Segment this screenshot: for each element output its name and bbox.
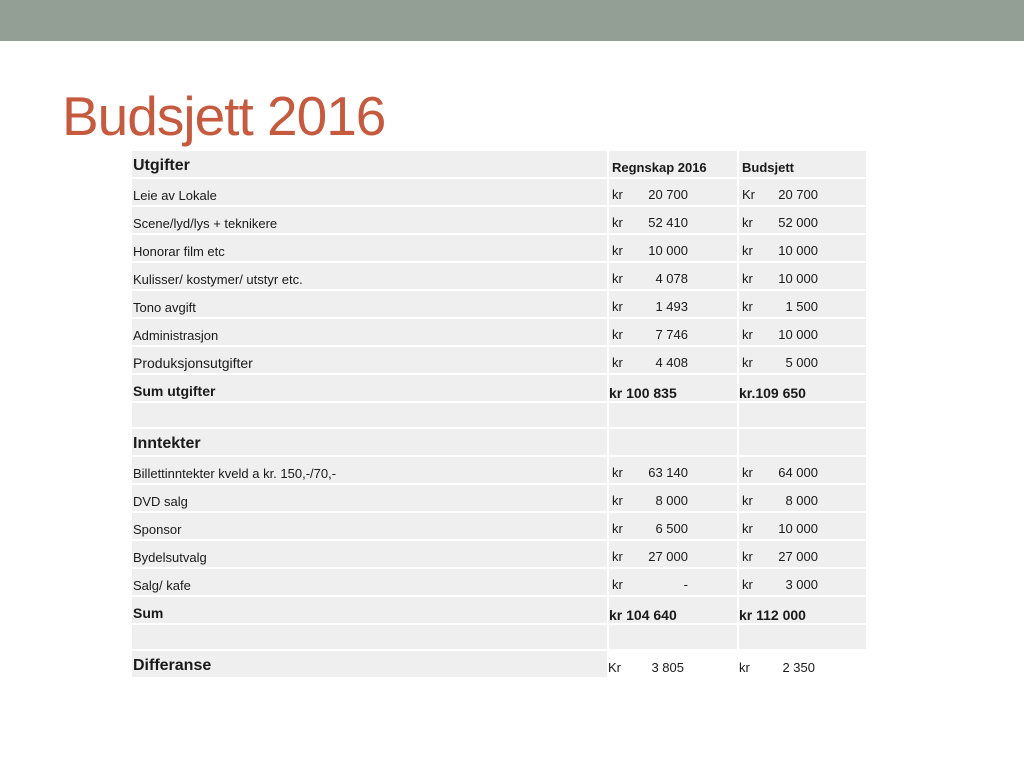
- currency-label: kr: [612, 299, 623, 314]
- amount-value: 6 500: [655, 521, 688, 536]
- amount-value: 3 805: [651, 660, 684, 675]
- sum-label: [132, 596, 608, 624]
- amount-value: 2 350: [782, 660, 815, 675]
- empty-cell: [608, 402, 738, 428]
- sum-value-budget: [738, 374, 867, 402]
- currency-label: kr: [612, 243, 623, 258]
- empty-cell: [132, 624, 608, 650]
- currency-label: kr: [742, 271, 753, 286]
- sum-label-text: Sum utgifter: [133, 383, 216, 399]
- currency-label: kr: [612, 215, 623, 230]
- amount-cell: [608, 650, 738, 678]
- currency-label: kr: [612, 355, 623, 370]
- currency-label: kr: [742, 327, 753, 342]
- currency-label: kr: [742, 521, 753, 536]
- amount-value: 1 493: [655, 299, 688, 314]
- amount-cell: [738, 178, 867, 206]
- row-label-text: Administrasjon: [133, 328, 219, 343]
- row-label-text: DVD salg: [133, 494, 188, 509]
- amount-cell: [608, 568, 738, 596]
- amount-cell: [738, 206, 867, 234]
- amount-value: 1 500: [785, 299, 818, 314]
- amount-cell: [608, 512, 738, 540]
- currency-label: kr: [612, 327, 623, 342]
- row-label-text: Leie av Lokale: [133, 188, 217, 203]
- amount-value: 10 000: [778, 327, 818, 342]
- currency-label: kr: [612, 187, 623, 202]
- amount-cell: [608, 262, 738, 290]
- currency-label: kr: [739, 660, 750, 675]
- amount-cell: [608, 234, 738, 262]
- row-label: [132, 568, 608, 596]
- currency-label: kr: [742, 215, 753, 230]
- currency-label: kr: [742, 243, 753, 258]
- top-bar: [0, 0, 1024, 41]
- empty-cell: [738, 624, 867, 650]
- table-row: [132, 178, 867, 206]
- sum-expenses-row: [132, 374, 867, 402]
- empty-cell: [132, 402, 608, 428]
- row-label-text: Scene/lyd/lys + teknikere: [133, 216, 278, 231]
- sum-value: kr 100 835: [609, 385, 677, 401]
- sum-value: kr.109 650: [739, 385, 806, 401]
- table-row: [132, 568, 867, 596]
- row-label: [132, 290, 608, 318]
- amount-value: 10 000: [778, 521, 818, 536]
- currency-label: kr: [742, 299, 753, 314]
- empty-cell: [608, 624, 738, 650]
- amount-value: 63 140: [648, 465, 688, 480]
- table-row: [132, 456, 867, 484]
- slide-title: Budsjett 2016: [62, 85, 386, 147]
- currency-label: kr: [612, 271, 623, 286]
- amount-cell: [738, 484, 867, 512]
- amount-value: 4 408: [655, 355, 688, 370]
- empty-row: [132, 402, 867, 428]
- column-header-accounts: [608, 151, 738, 178]
- currency-label: kr: [612, 493, 623, 508]
- sum-label-text: Sum: [133, 605, 164, 621]
- sum-value-accounts: [608, 374, 738, 402]
- amount-value: 10 000: [648, 243, 688, 258]
- empty-cell: [608, 428, 738, 456]
- amount-value: 27 000: [648, 549, 688, 564]
- row-label: [132, 484, 608, 512]
- currency-label: Kr: [742, 187, 755, 202]
- row-label: [132, 512, 608, 540]
- table-row: [132, 484, 867, 512]
- section-heading-expenses: [132, 151, 608, 178]
- currency-label: kr: [612, 577, 623, 592]
- row-label-text: Sponsor: [133, 522, 182, 537]
- amount-value: 10 000: [778, 271, 818, 286]
- amount-cell: [608, 318, 738, 346]
- currency-label: kr: [742, 355, 753, 370]
- amount-cell: [738, 568, 867, 596]
- income-header-row: [132, 428, 867, 456]
- row-label-text: Billettinntekter kveld a kr. 150,-/70,-: [133, 466, 337, 481]
- sum-income-row: [132, 596, 867, 624]
- row-label: [132, 234, 608, 262]
- table-header-row: [132, 151, 867, 178]
- currency-label: kr: [742, 493, 753, 508]
- amount-value: 3 000: [785, 577, 818, 592]
- budget-table: [132, 151, 868, 679]
- amount-cell: [738, 540, 867, 568]
- table-row: [132, 262, 867, 290]
- row-label: [132, 178, 608, 206]
- currency-label: kr: [612, 521, 623, 536]
- amount-value: 8 000: [655, 493, 688, 508]
- difference-label: [132, 650, 608, 678]
- amount-value: 52 000: [778, 215, 818, 230]
- section-heading-income: [132, 428, 608, 456]
- sum-value: kr 104 640: [609, 607, 677, 623]
- sum-label: [132, 374, 608, 402]
- amount-value: 27 000: [778, 549, 818, 564]
- empty-row: [132, 624, 867, 650]
- amount-value: 4 078: [655, 271, 688, 286]
- row-label-text: Produksjonsutgifter: [133, 355, 253, 371]
- amount-cell: [608, 290, 738, 318]
- row-label: [132, 206, 608, 234]
- amount-cell: [608, 206, 738, 234]
- amount-cell: [608, 346, 738, 374]
- amount-cell: [738, 456, 867, 484]
- row-label: [132, 346, 608, 374]
- column-header-budget: [738, 151, 867, 178]
- amount-value: 20 700: [778, 187, 818, 202]
- amount-value: 5 000: [785, 355, 818, 370]
- row-label-text: Bydelsutvalg: [133, 550, 207, 565]
- difference-row: [132, 650, 867, 678]
- table-row: [132, 290, 867, 318]
- table-row: [132, 318, 867, 346]
- amount-value: -: [683, 577, 688, 592]
- table-row: [132, 540, 867, 568]
- sum-value-accounts: [608, 596, 738, 624]
- amount-value: 7 746: [655, 327, 688, 342]
- sum-value: kr 112 000: [739, 607, 806, 623]
- amount-value: 52 410: [648, 215, 688, 230]
- amount-cell: [608, 456, 738, 484]
- header-label: Utgifter: [133, 157, 190, 174]
- budget-table-body: [132, 151, 867, 678]
- amount-cell: [738, 234, 867, 262]
- amount-cell: [738, 318, 867, 346]
- amount-cell: [738, 650, 867, 678]
- row-label-text: Salg/ kafe: [133, 578, 191, 593]
- amount-cell: [608, 540, 738, 568]
- amount-cell: [738, 512, 867, 540]
- row-label-text: Honorar film etc: [133, 244, 225, 259]
- currency-label: kr: [612, 549, 623, 564]
- row-label-text: Kulisser/ kostymer/ utstyr etc.: [133, 272, 303, 287]
- row-label: [132, 456, 608, 484]
- difference-label-text: Differanse: [133, 657, 212, 674]
- currency-label: kr: [612, 465, 623, 480]
- amount-cell: [738, 346, 867, 374]
- amount-cell: [738, 262, 867, 290]
- amount-cell: [608, 178, 738, 206]
- currency-label: kr: [742, 577, 753, 592]
- currency-label: Kr: [608, 660, 621, 675]
- table-row: [132, 206, 867, 234]
- amount-value: 20 700: [648, 187, 688, 202]
- row-label: [132, 540, 608, 568]
- amount-value: 64 000: [778, 465, 818, 480]
- amount-value: 8 000: [785, 493, 818, 508]
- amount-value: 10 000: [778, 243, 818, 258]
- row-label-text: Tono avgift: [133, 300, 196, 315]
- table-row: [132, 512, 867, 540]
- currency-label: kr: [742, 465, 753, 480]
- column-header-label: Regnskap 2016: [612, 160, 707, 175]
- amount-cell: [738, 290, 867, 318]
- column-header-label: Budsjett: [742, 160, 794, 175]
- sum-value-budget: [738, 596, 867, 624]
- table-row: [132, 234, 867, 262]
- currency-label: kr: [742, 549, 753, 564]
- header-label: Inntekter: [133, 435, 201, 452]
- row-label: [132, 318, 608, 346]
- empty-cell: [738, 402, 867, 428]
- empty-cell: [738, 428, 867, 456]
- row-label: [132, 262, 608, 290]
- amount-cell: [608, 484, 738, 512]
- table-row: [132, 346, 867, 374]
